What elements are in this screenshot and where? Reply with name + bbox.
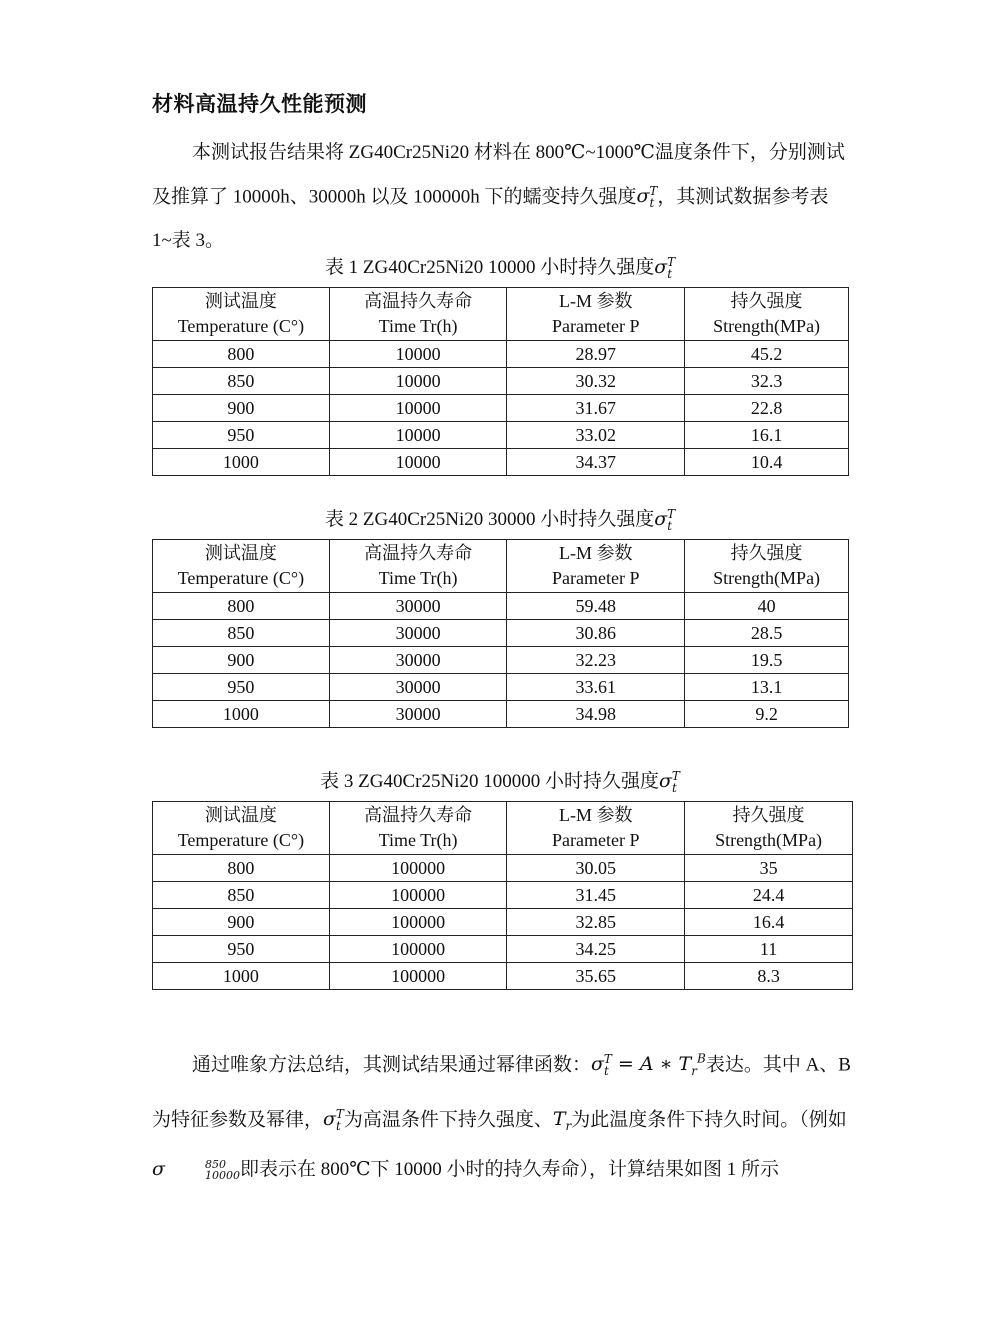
table-2: [152, 539, 849, 728]
header-time: 高温持久寿命 Time Tr(h): [329, 802, 507, 855]
intro-text-1: 本测试报告结果将 ZG40Cr25Ni20 材料在 800℃~1000℃温度条件下，分别测试及推算了 10000h、30000h 以及 100000h 下的蠕变持久强度: [152, 142, 845, 208]
sigma-symbol: $\sigma_t^T$: [323, 1107, 344, 1134]
table-header-row: [153, 540, 849, 593]
tr-symbol: $T_r$: [552, 1108, 572, 1134]
header-parameter: L-M 参数 Parameter P: [507, 288, 685, 341]
table-3: [152, 801, 853, 990]
table-row: 800 30000 59.48 40: [153, 593, 849, 620]
header-strength: 持久强度 Strength(MPa): [685, 802, 853, 855]
sigma-symbol: $\sigma_t^T$: [636, 184, 658, 211]
table-row: 900 10000 31.67 22.8: [153, 395, 849, 422]
table-row: 950 100000 34.25 11: [153, 936, 853, 963]
table-row: 800 10000 28.97 45.2: [153, 341, 849, 368]
intro-text-2: ，其测试数据参考表 1~表 3。: [152, 186, 829, 252]
table-row: 1000 30000 34.98 9.2: [153, 701, 849, 728]
header-strength: 持久强度 Strength(MPa): [685, 540, 849, 593]
table-row: 850 100000 31.45 24.4: [153, 882, 853, 909]
table-row: 1000 10000 34.37 10.4: [153, 449, 849, 476]
table-row: 850 30000 30.86 28.5: [153, 620, 849, 647]
header-temperature: 测试温度 Temperature (C°): [153, 540, 330, 593]
table-3-caption: 表 3 ZG40Cr25Ni20 100000 小时持久强度$\sigma_t^T$: [320, 768, 680, 795]
table-1-caption: 表 1 ZG40Cr25Ni20 10000 小时持久强度$\sigma_t^T$: [324, 254, 676, 281]
table-row: 800 100000 30.05 35: [153, 855, 853, 882]
table-row: 850 10000 30.32 32.3: [153, 368, 849, 395]
table-row: 1000 100000 35.65 8.3: [153, 963, 853, 990]
header-parameter: L-M 参数 Parameter P: [507, 540, 685, 593]
table-row: 950 30000 33.61 13.1: [153, 674, 849, 701]
header-time: 高温持久寿命 Time Tr(h): [329, 540, 507, 593]
intro-paragraph: [152, 134, 852, 260]
header-temperature: 测试温度 Temperature (C°): [153, 802, 330, 855]
table-row: 950 10000 33.02 16.1: [153, 422, 849, 449]
sigma-symbol: $\sigma_t^T$: [654, 254, 676, 281]
power-law-formula: $\sigma_t^T = A$ ∗ $T_r^B$: [591, 1052, 706, 1079]
table-row: 900 30000 32.23 19.5: [153, 647, 849, 674]
header-temperature: 测试温度 Temperature (C°): [153, 288, 330, 341]
example-sigma-symbol: σ 850 10000: [152, 1158, 240, 1183]
table-header-row: [153, 802, 853, 855]
sigma-symbol: $\sigma_t^T$: [654, 506, 676, 533]
header-time: 高温持久寿命 Time Tr(h): [329, 288, 507, 341]
table-header-row: [153, 288, 849, 341]
sigma-symbol: $\sigma_t^T$: [659, 768, 680, 795]
page-title: 材料高温持久性能预测: [152, 92, 367, 116]
conclusion-paragraph: 通过唯象方法总结，其测试结果通过幂律函数：$\sigma_t^T = A$ ∗ $T_r^B$表达。其中 A、B 为特征参数及幂律，$\sigma_t^T$为高温条件下持久强度、$T_r$为此温度条件下持久时间。（例如σ 850 10000 即表示在 800℃下 10000 小时的持久寿命），计算结果如图 1 所示: [152, 1052, 851, 1183]
table-2-caption: 表 2 ZG40Cr25Ni20 30000 小时持久强度$\sigma_t^T$: [324, 506, 676, 533]
header-strength: 持久强度 Strength(MPa): [685, 288, 849, 341]
header-parameter: L-M 参数 Parameter P: [507, 802, 685, 855]
table-row: 900 100000 32.85 16.4: [153, 909, 853, 936]
table-1: [152, 287, 849, 476]
